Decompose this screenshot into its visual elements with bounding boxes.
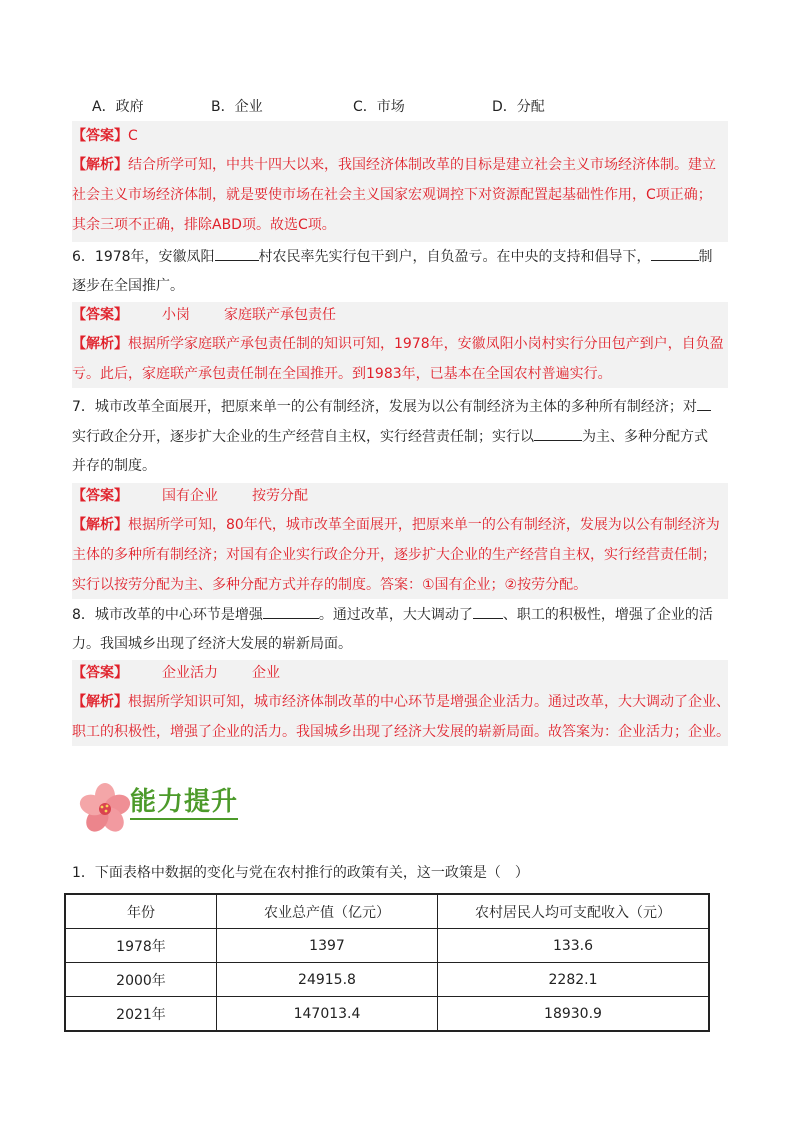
answer-blank[interactable] — [697, 396, 711, 411]
question-text: 为主、多种分配方式 — [582, 429, 708, 445]
answer-text: 国有企业 — [162, 488, 218, 504]
analysis-line — [72, 334, 724, 354]
table-cell: 2000年 — [65, 963, 217, 997]
section-title: 能力提升 — [130, 786, 238, 820]
answer-line — [72, 126, 138, 146]
option-b[interactable]: B．企业 — [211, 99, 263, 115]
answer-text: 家庭联产承包责任 — [224, 307, 336, 323]
answer-blank[interactable] — [651, 246, 699, 261]
answer-label: 【答案】 — [72, 128, 128, 144]
answer-label: 【答案】 — [72, 665, 128, 681]
option-d[interactable]: D．分配 — [492, 99, 545, 115]
analysis-line: 实行以按劳分配为主、多种分配方式并存的制度。答案：①国有企业；②按劳分配。 — [72, 577, 588, 593]
table-row — [65, 963, 709, 997]
answer-text: C — [128, 128, 138, 144]
answer-text: 企业 — [252, 665, 280, 681]
question-7-line-2 — [72, 426, 708, 447]
flower-icon — [78, 780, 132, 838]
analysis-text: 根据所学可知，80年代，城市改革全面展开，把原来单一的公有制经济，发展为以公有制经济为 — [128, 517, 720, 533]
table-header-cell: 农村居民人均可支配收入（元） — [438, 894, 710, 929]
question-8-line-2: 力。我国城乡出现了经济大发展的崭新局面。 — [72, 636, 352, 652]
question-text: 实行政企分开，逐步扩大企业的生产经营自主权，实行经营责任制；实行以 — [72, 429, 534, 445]
analysis-line: 亏。此后，家庭联产承包责任制在全国推开。到1983年，已基本在全国农村普遍实行。 — [72, 366, 612, 382]
question-6-line-2: 逐步在全国推广。 — [72, 278, 184, 294]
table-cell: 1397 — [217, 929, 438, 963]
analysis-text: 根据所学家庭联产承包责任制的知识可知，1978年，安徽凤阳小岗村实行分田包产到户，自负盈 — [128, 336, 724, 352]
analysis-text: 根据所学知识可知，城市经济体制改革的中心环节是增强企业活力。通过改革，大大调动了企业、 — [128, 694, 730, 710]
answer-blank[interactable] — [263, 604, 319, 619]
analysis-text: 结合所学可知，中共十四大以来，我国经济体制改革的目标是建立社会主义市场经济体制。建立 — [128, 157, 716, 173]
analysis-label: 【解析】 — [72, 694, 128, 710]
question-7-line-3: 并存的制度。 — [72, 458, 156, 474]
table-row — [65, 997, 709, 1032]
question-7-line-1 — [72, 396, 711, 417]
table-cell: 2021年 — [65, 997, 217, 1032]
table-header-cell: 农业总产值（亿元） — [217, 894, 438, 929]
answer-text: 小岗 — [162, 307, 190, 323]
analysis-label: 【解析】 — [72, 336, 128, 352]
question-text: 6．1978年，安徽凤阳 — [72, 249, 215, 265]
option-c[interactable]: C．市场 — [353, 99, 405, 115]
data-table — [64, 893, 710, 1032]
analysis-line: 社会主义市场经济体制，就是要使市场在社会主义国家宏观调控下对资源配置起基础性作用，C项正确； — [72, 187, 712, 203]
question-6-line-1 — [72, 246, 713, 267]
answer-line — [72, 486, 308, 506]
table-row — [65, 929, 709, 963]
analysis-line: 职工的积极性，增强了企业的活力。我国城乡出现了经济大发展的崭新局面。故答案为：企业活力；企业。 — [72, 724, 730, 740]
answer-line — [72, 663, 280, 683]
table-cell: 18930.9 — [438, 997, 710, 1032]
table-cell: 147013.4 — [217, 997, 438, 1032]
answer-label: 【答案】 — [72, 307, 128, 323]
answer-label: 【答案】 — [72, 488, 128, 504]
table-cell: 24915.8 — [217, 963, 438, 997]
analysis-line — [72, 155, 716, 175]
table-header-row — [65, 894, 709, 929]
question-text: 8．城市改革的中心环节是增强 — [72, 607, 263, 623]
question-text: 。通过改革，大大调动了 — [318, 607, 473, 623]
answer-text: 企业活力 — [162, 665, 218, 681]
question-text: 村农民率先实行包干到户，自负盈亏。在中央的支持和倡导下， — [258, 249, 651, 265]
question-text: 制 — [698, 249, 713, 265]
question-8-line-1 — [72, 604, 713, 625]
analysis-line — [72, 692, 730, 712]
table-cell: 2282.1 — [438, 963, 710, 997]
option-a[interactable]: A．政府 — [92, 99, 144, 115]
answer-text: 按劳分配 — [252, 488, 308, 504]
analysis-line — [72, 515, 720, 535]
answer-blank[interactable] — [534, 426, 582, 441]
question-1-text: 1．下面表格中数据的变化与党在农村推行的政策有关，这一政策是（ ） — [72, 865, 529, 881]
analysis-label: 【解析】 — [72, 157, 128, 173]
question-text: 、职工的积极性，增强了企业的活 — [502, 607, 713, 623]
table-cell: 133.6 — [438, 929, 710, 963]
analysis-line: 主体的多种所有制经济；对国有企业实行政企分开，逐步扩大企业的生产经营自主权，实行经营责任制； — [72, 547, 716, 563]
analysis-label: 【解析】 — [72, 517, 128, 533]
answer-blank[interactable] — [473, 604, 503, 619]
analysis-line: 其余三项不正确，排除ABD项。故选C项。 — [72, 217, 336, 233]
answer-line — [72, 305, 336, 325]
table-header-cell: 年份 — [65, 894, 217, 929]
question-text: 7．城市改革全面展开，把原来单一的公有制经济，发展为以公有制经济为主体的多种所有制经济；对 — [72, 399, 697, 415]
table-cell: 1978年 — [65, 929, 217, 963]
answer-blank[interactable] — [215, 246, 259, 261]
